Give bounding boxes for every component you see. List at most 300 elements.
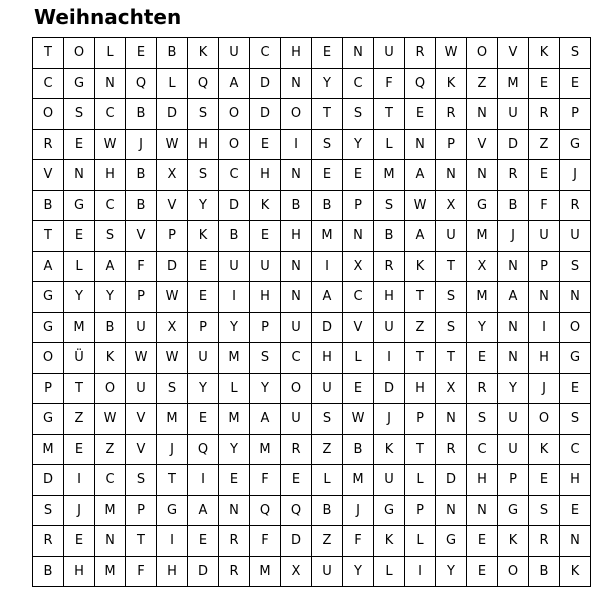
grid-cell[interactable]: P <box>126 282 157 313</box>
grid-cell[interactable]: Q <box>281 495 312 526</box>
grid-cell[interactable]: R <box>219 556 250 587</box>
grid-cell[interactable]: K <box>405 251 436 282</box>
grid-cell[interactable]: F <box>126 556 157 587</box>
grid-cell[interactable]: M <box>157 404 188 435</box>
grid-cell[interactable]: B <box>95 312 126 343</box>
grid-cell[interactable]: R <box>529 99 560 130</box>
grid-cell[interactable]: H <box>281 221 312 252</box>
grid-cell[interactable]: L <box>312 465 343 496</box>
grid-cell[interactable]: U <box>281 404 312 435</box>
grid-cell[interactable]: M <box>64 312 95 343</box>
grid-cell[interactable]: L <box>405 526 436 557</box>
grid-cell[interactable]: B <box>343 434 374 465</box>
grid-cell[interactable]: U <box>374 465 405 496</box>
grid-cell[interactable]: R <box>374 251 405 282</box>
grid-cell[interactable]: U <box>126 312 157 343</box>
grid-cell[interactable]: Y <box>436 556 467 587</box>
grid-cell[interactable]: M <box>250 556 281 587</box>
grid-cell[interactable]: S <box>312 404 343 435</box>
grid-cell[interactable]: Z <box>405 312 436 343</box>
grid-cell[interactable]: Y <box>498 373 529 404</box>
grid-cell[interactable]: K <box>436 68 467 99</box>
grid-cell[interactable]: G <box>33 404 64 435</box>
grid-cell[interactable]: J <box>529 373 560 404</box>
grid-cell[interactable]: B <box>126 160 157 191</box>
grid-cell[interactable]: O <box>281 99 312 130</box>
grid-cell[interactable]: H <box>281 38 312 69</box>
grid-cell[interactable]: H <box>188 129 219 160</box>
grid-cell[interactable]: N <box>467 160 498 191</box>
grid-cell[interactable]: U <box>498 404 529 435</box>
grid-cell[interactable]: S <box>188 99 219 130</box>
grid-cell[interactable]: N <box>436 160 467 191</box>
grid-cell[interactable]: X <box>157 312 188 343</box>
grid-cell[interactable]: U <box>312 556 343 587</box>
grid-cell[interactable]: C <box>343 282 374 313</box>
grid-cell[interactable]: D <box>188 556 219 587</box>
grid-cell[interactable]: E <box>343 160 374 191</box>
grid-cell[interactable]: S <box>560 404 591 435</box>
grid-cell[interactable]: M <box>343 465 374 496</box>
grid-cell[interactable]: P <box>498 465 529 496</box>
grid-cell[interactable]: D <box>374 373 405 404</box>
grid-cell[interactable]: O <box>33 343 64 374</box>
grid-cell[interactable]: B <box>157 38 188 69</box>
grid-cell[interactable]: M <box>95 495 126 526</box>
grid-cell[interactable]: R <box>219 526 250 557</box>
grid-cell[interactable]: K <box>188 221 219 252</box>
grid-cell[interactable]: Z <box>95 434 126 465</box>
grid-cell[interactable]: H <box>405 373 436 404</box>
grid-cell[interactable]: O <box>219 129 250 160</box>
grid-cell[interactable]: L <box>405 465 436 496</box>
grid-cell[interactable]: H <box>374 282 405 313</box>
grid-cell[interactable]: U <box>312 373 343 404</box>
grid-cell[interactable]: H <box>157 556 188 587</box>
grid-cell[interactable]: A <box>188 495 219 526</box>
grid-cell[interactable]: T <box>405 343 436 374</box>
grid-cell[interactable]: B <box>374 221 405 252</box>
grid-cell[interactable]: W <box>405 190 436 221</box>
grid-cell[interactable]: D <box>281 526 312 557</box>
grid-cell[interactable]: J <box>374 404 405 435</box>
grid-cell[interactable]: N <box>95 68 126 99</box>
grid-cell[interactable]: S <box>157 373 188 404</box>
grid-cell[interactable]: B <box>281 190 312 221</box>
grid-cell[interactable]: Ü <box>64 343 95 374</box>
grid-cell[interactable]: W <box>95 129 126 160</box>
grid-cell[interactable]: E <box>529 160 560 191</box>
grid-cell[interactable]: V <box>126 221 157 252</box>
grid-cell[interactable]: S <box>560 251 591 282</box>
grid-cell[interactable]: E <box>560 373 591 404</box>
grid-cell[interactable]: E <box>560 495 591 526</box>
grid-cell[interactable]: Y <box>219 434 250 465</box>
grid-cell[interactable]: E <box>343 373 374 404</box>
grid-cell[interactable]: T <box>436 251 467 282</box>
grid-cell[interactable]: H <box>529 343 560 374</box>
grid-cell[interactable]: A <box>250 404 281 435</box>
grid-cell[interactable]: X <box>343 251 374 282</box>
grid-cell[interactable]: O <box>467 38 498 69</box>
grid-cell[interactable]: H <box>250 160 281 191</box>
grid-cell[interactable]: Y <box>312 68 343 99</box>
grid-cell[interactable]: I <box>64 465 95 496</box>
grid-cell[interactable]: W <box>95 404 126 435</box>
grid-cell[interactable]: A <box>95 251 126 282</box>
grid-cell[interactable]: X <box>436 373 467 404</box>
grid-cell[interactable]: Z <box>529 129 560 160</box>
grid-cell[interactable]: U <box>374 38 405 69</box>
grid-cell[interactable]: C <box>250 38 281 69</box>
grid-cell[interactable]: K <box>529 38 560 69</box>
grid-cell[interactable]: P <box>436 129 467 160</box>
grid-cell[interactable]: H <box>95 160 126 191</box>
grid-cell[interactable]: G <box>374 495 405 526</box>
grid-cell[interactable]: U <box>498 434 529 465</box>
grid-cell[interactable]: W <box>157 343 188 374</box>
grid-cell[interactable]: X <box>436 190 467 221</box>
grid-cell[interactable]: U <box>219 38 250 69</box>
grid-cell[interactable]: N <box>498 312 529 343</box>
grid-cell[interactable]: C <box>219 160 250 191</box>
grid-cell[interactable]: D <box>436 465 467 496</box>
grid-cell[interactable]: K <box>374 434 405 465</box>
grid-cell[interactable]: O <box>64 38 95 69</box>
grid-cell[interactable]: S <box>436 312 467 343</box>
grid-cell[interactable]: N <box>343 38 374 69</box>
grid-cell[interactable]: G <box>64 190 95 221</box>
grid-cell[interactable]: O <box>529 404 560 435</box>
grid-cell[interactable]: U <box>188 343 219 374</box>
grid-cell[interactable]: G <box>157 495 188 526</box>
grid-cell[interactable]: T <box>33 221 64 252</box>
grid-cell[interactable]: Z <box>312 526 343 557</box>
grid-cell[interactable]: U <box>250 251 281 282</box>
grid-cell[interactable]: Z <box>467 68 498 99</box>
grid-cell[interactable]: E <box>64 434 95 465</box>
grid-cell[interactable]: W <box>343 404 374 435</box>
grid-cell[interactable]: E <box>405 99 436 130</box>
grid-cell[interactable]: A <box>498 282 529 313</box>
grid-cell[interactable]: N <box>467 495 498 526</box>
grid-cell[interactable]: M <box>467 221 498 252</box>
grid-cell[interactable]: D <box>312 312 343 343</box>
grid-cell[interactable]: E <box>188 526 219 557</box>
grid-cell[interactable]: T <box>126 526 157 557</box>
grid-cell[interactable]: E <box>467 526 498 557</box>
grid-cell[interactable]: I <box>312 251 343 282</box>
grid-cell[interactable]: N <box>95 526 126 557</box>
grid-cell[interactable]: Q <box>126 68 157 99</box>
grid-cell[interactable]: R <box>529 526 560 557</box>
grid-cell[interactable]: I <box>188 465 219 496</box>
grid-cell[interactable]: P <box>529 251 560 282</box>
grid-cell[interactable]: E <box>529 68 560 99</box>
grid-cell[interactable]: Y <box>188 373 219 404</box>
grid-cell[interactable]: N <box>436 495 467 526</box>
grid-cell[interactable]: N <box>219 495 250 526</box>
grid-cell[interactable]: V <box>467 129 498 160</box>
grid-cell[interactable]: Y <box>343 556 374 587</box>
grid-cell[interactable]: R <box>281 434 312 465</box>
grid-cell[interactable]: X <box>467 251 498 282</box>
grid-cell[interactable]: V <box>126 434 157 465</box>
grid-cell[interactable]: Q <box>188 68 219 99</box>
grid-cell[interactable]: E <box>64 526 95 557</box>
grid-cell[interactable]: C <box>560 434 591 465</box>
grid-cell[interactable]: M <box>95 556 126 587</box>
grid-cell[interactable]: R <box>498 160 529 191</box>
grid-cell[interactable]: S <box>343 99 374 130</box>
grid-cell[interactable]: E <box>312 38 343 69</box>
grid-cell[interactable]: Y <box>95 282 126 313</box>
grid-cell[interactable]: P <box>250 312 281 343</box>
grid-cell[interactable]: E <box>64 129 95 160</box>
grid-cell[interactable]: G <box>64 68 95 99</box>
grid-cell[interactable]: T <box>157 465 188 496</box>
grid-cell[interactable]: M <box>33 434 64 465</box>
grid-cell[interactable]: C <box>33 68 64 99</box>
grid-cell[interactable]: B <box>529 556 560 587</box>
grid-cell[interactable]: N <box>281 68 312 99</box>
grid-cell[interactable]: T <box>405 434 436 465</box>
grid-cell[interactable]: D <box>498 129 529 160</box>
grid-cell[interactable]: S <box>312 129 343 160</box>
grid-cell[interactable]: G <box>467 190 498 221</box>
grid-cell[interactable]: W <box>126 343 157 374</box>
grid-cell[interactable]: I <box>374 343 405 374</box>
grid-cell[interactable]: Y <box>219 312 250 343</box>
grid-cell[interactable]: N <box>498 343 529 374</box>
grid-cell[interactable]: B <box>126 190 157 221</box>
grid-cell[interactable]: D <box>250 68 281 99</box>
grid-cell[interactable]: T <box>312 99 343 130</box>
grid-cell[interactable]: Q <box>405 68 436 99</box>
grid-cell[interactable]: J <box>560 160 591 191</box>
grid-cell[interactable]: H <box>64 556 95 587</box>
grid-cell[interactable]: B <box>312 190 343 221</box>
grid-cell[interactable]: L <box>64 251 95 282</box>
grid-cell[interactable]: S <box>467 404 498 435</box>
grid-cell[interactable]: N <box>560 282 591 313</box>
grid-cell[interactable]: X <box>281 556 312 587</box>
grid-cell[interactable]: A <box>405 221 436 252</box>
grid-cell[interactable]: A <box>405 160 436 191</box>
grid-cell[interactable]: N <box>436 404 467 435</box>
grid-cell[interactable]: L <box>374 129 405 160</box>
grid-cell[interactable]: S <box>560 38 591 69</box>
grid-cell[interactable]: R <box>33 526 64 557</box>
grid-cell[interactable]: N <box>281 282 312 313</box>
grid-cell[interactable]: L <box>157 68 188 99</box>
grid-cell[interactable]: E <box>219 465 250 496</box>
grid-cell[interactable]: Q <box>250 495 281 526</box>
grid-cell[interactable]: W <box>436 38 467 69</box>
grid-cell[interactable]: P <box>157 221 188 252</box>
grid-cell[interactable]: G <box>33 312 64 343</box>
grid-cell[interactable]: O <box>560 312 591 343</box>
grid-cell[interactable]: N <box>64 160 95 191</box>
grid-cell[interactable]: W <box>157 282 188 313</box>
grid-cell[interactable]: N <box>343 221 374 252</box>
grid-cell[interactable]: P <box>33 373 64 404</box>
grid-cell[interactable]: H <box>560 465 591 496</box>
grid-cell[interactable]: U <box>374 312 405 343</box>
grid-cell[interactable]: G <box>33 282 64 313</box>
grid-cell[interactable]: E <box>467 556 498 587</box>
grid-cell[interactable]: V <box>343 312 374 343</box>
grid-cell[interactable]: R <box>33 129 64 160</box>
grid-cell[interactable]: N <box>281 251 312 282</box>
grid-cell[interactable]: G <box>560 129 591 160</box>
grid-cell[interactable]: O <box>281 373 312 404</box>
grid-cell[interactable]: P <box>126 495 157 526</box>
grid-cell[interactable]: T <box>436 343 467 374</box>
grid-cell[interactable]: D <box>250 99 281 130</box>
grid-cell[interactable]: K <box>374 526 405 557</box>
grid-cell[interactable]: V <box>33 160 64 191</box>
grid-cell[interactable]: K <box>498 526 529 557</box>
grid-cell[interactable]: H <box>312 343 343 374</box>
grid-cell[interactable]: M <box>312 221 343 252</box>
grid-cell[interactable]: V <box>126 404 157 435</box>
grid-cell[interactable]: L <box>374 556 405 587</box>
grid-cell[interactable]: K <box>250 190 281 221</box>
grid-cell[interactable]: D <box>157 251 188 282</box>
grid-cell[interactable]: T <box>33 38 64 69</box>
grid-cell[interactable]: K <box>560 556 591 587</box>
grid-cell[interactable]: Q <box>188 434 219 465</box>
grid-cell[interactable]: S <box>64 99 95 130</box>
grid-cell[interactable]: M <box>250 434 281 465</box>
grid-cell[interactable]: A <box>312 282 343 313</box>
grid-cell[interactable]: F <box>250 465 281 496</box>
grid-cell[interactable]: E <box>560 68 591 99</box>
grid-cell[interactable]: E <box>467 343 498 374</box>
grid-cell[interactable]: E <box>188 282 219 313</box>
grid-cell[interactable]: C <box>343 68 374 99</box>
grid-cell[interactable]: P <box>560 99 591 130</box>
grid-cell[interactable]: T <box>374 99 405 130</box>
grid-cell[interactable]: O <box>95 373 126 404</box>
grid-cell[interactable]: U <box>281 312 312 343</box>
grid-cell[interactable]: R <box>560 190 591 221</box>
grid-cell[interactable]: P <box>405 404 436 435</box>
grid-cell[interactable]: I <box>281 129 312 160</box>
grid-cell[interactable]: G <box>560 343 591 374</box>
grid-cell[interactable]: Y <box>250 373 281 404</box>
grid-cell[interactable]: A <box>219 68 250 99</box>
grid-cell[interactable]: Y <box>64 282 95 313</box>
grid-cell[interactable]: S <box>529 495 560 526</box>
grid-cell[interactable]: C <box>95 190 126 221</box>
grid-cell[interactable]: Y <box>188 190 219 221</box>
grid-cell[interactable]: F <box>529 190 560 221</box>
grid-cell[interactable]: U <box>560 221 591 252</box>
grid-cell[interactable]: N <box>281 160 312 191</box>
grid-cell[interactable]: J <box>64 495 95 526</box>
grid-cell[interactable]: A <box>33 251 64 282</box>
grid-cell[interactable]: V <box>157 190 188 221</box>
grid-cell[interactable]: E <box>250 129 281 160</box>
grid-cell[interactable]: F <box>250 526 281 557</box>
grid-cell[interactable]: J <box>498 221 529 252</box>
grid-cell[interactable]: G <box>436 526 467 557</box>
grid-cell[interactable]: T <box>405 282 436 313</box>
grid-cell[interactable]: E <box>281 465 312 496</box>
grid-cell[interactable]: C <box>467 434 498 465</box>
grid-cell[interactable]: K <box>529 434 560 465</box>
grid-cell[interactable]: L <box>219 373 250 404</box>
grid-cell[interactable]: S <box>126 465 157 496</box>
grid-cell[interactable]: B <box>312 495 343 526</box>
grid-cell[interactable]: F <box>374 68 405 99</box>
grid-cell[interactable]: S <box>374 190 405 221</box>
grid-cell[interactable]: R <box>405 38 436 69</box>
grid-cell[interactable]: I <box>157 526 188 557</box>
grid-cell[interactable]: R <box>436 99 467 130</box>
grid-cell[interactable]: S <box>436 282 467 313</box>
grid-cell[interactable]: I <box>405 556 436 587</box>
grid-cell[interactable]: Y <box>467 312 498 343</box>
grid-cell[interactable]: S <box>33 495 64 526</box>
grid-cell[interactable]: R <box>436 434 467 465</box>
grid-cell[interactable]: E <box>529 465 560 496</box>
grid-cell[interactable]: C <box>95 465 126 496</box>
grid-cell[interactable]: B <box>498 190 529 221</box>
grid-cell[interactable]: U <box>498 99 529 130</box>
grid-cell[interactable]: B <box>33 190 64 221</box>
grid-cell[interactable]: W <box>157 129 188 160</box>
grid-cell[interactable]: J <box>343 495 374 526</box>
grid-cell[interactable]: P <box>343 190 374 221</box>
grid-cell[interactable]: M <box>498 68 529 99</box>
grid-cell[interactable]: E <box>312 160 343 191</box>
grid-cell[interactable]: I <box>219 282 250 313</box>
grid-cell[interactable]: I <box>529 312 560 343</box>
grid-cell[interactable]: D <box>157 99 188 130</box>
grid-cell[interactable]: N <box>405 129 436 160</box>
grid-cell[interactable]: H <box>467 465 498 496</box>
grid-cell[interactable]: M <box>219 404 250 435</box>
grid-cell[interactable]: K <box>95 343 126 374</box>
grid-cell[interactable]: O <box>219 99 250 130</box>
grid-cell[interactable]: M <box>467 282 498 313</box>
grid-cell[interactable]: F <box>126 251 157 282</box>
grid-cell[interactable]: H <box>250 282 281 313</box>
grid-cell[interactable]: P <box>188 312 219 343</box>
grid-cell[interactable]: N <box>467 99 498 130</box>
grid-cell[interactable]: M <box>219 343 250 374</box>
grid-cell[interactable]: E <box>64 221 95 252</box>
grid-cell[interactable]: M <box>374 160 405 191</box>
grid-cell[interactable]: S <box>188 160 219 191</box>
grid-cell[interactable]: Z <box>64 404 95 435</box>
grid-cell[interactable]: Y <box>343 129 374 160</box>
grid-cell[interactable]: T <box>64 373 95 404</box>
grid-cell[interactable]: J <box>157 434 188 465</box>
grid-cell[interactable]: J <box>126 129 157 160</box>
grid-cell[interactable]: B <box>33 556 64 587</box>
grid-cell[interactable]: L <box>343 343 374 374</box>
grid-cell[interactable]: P <box>405 495 436 526</box>
grid-cell[interactable]: F <box>343 526 374 557</box>
grid-cell[interactable]: K <box>188 38 219 69</box>
grid-cell[interactable]: U <box>436 221 467 252</box>
grid-cell[interactable]: E <box>126 38 157 69</box>
grid-cell[interactable]: O <box>498 556 529 587</box>
